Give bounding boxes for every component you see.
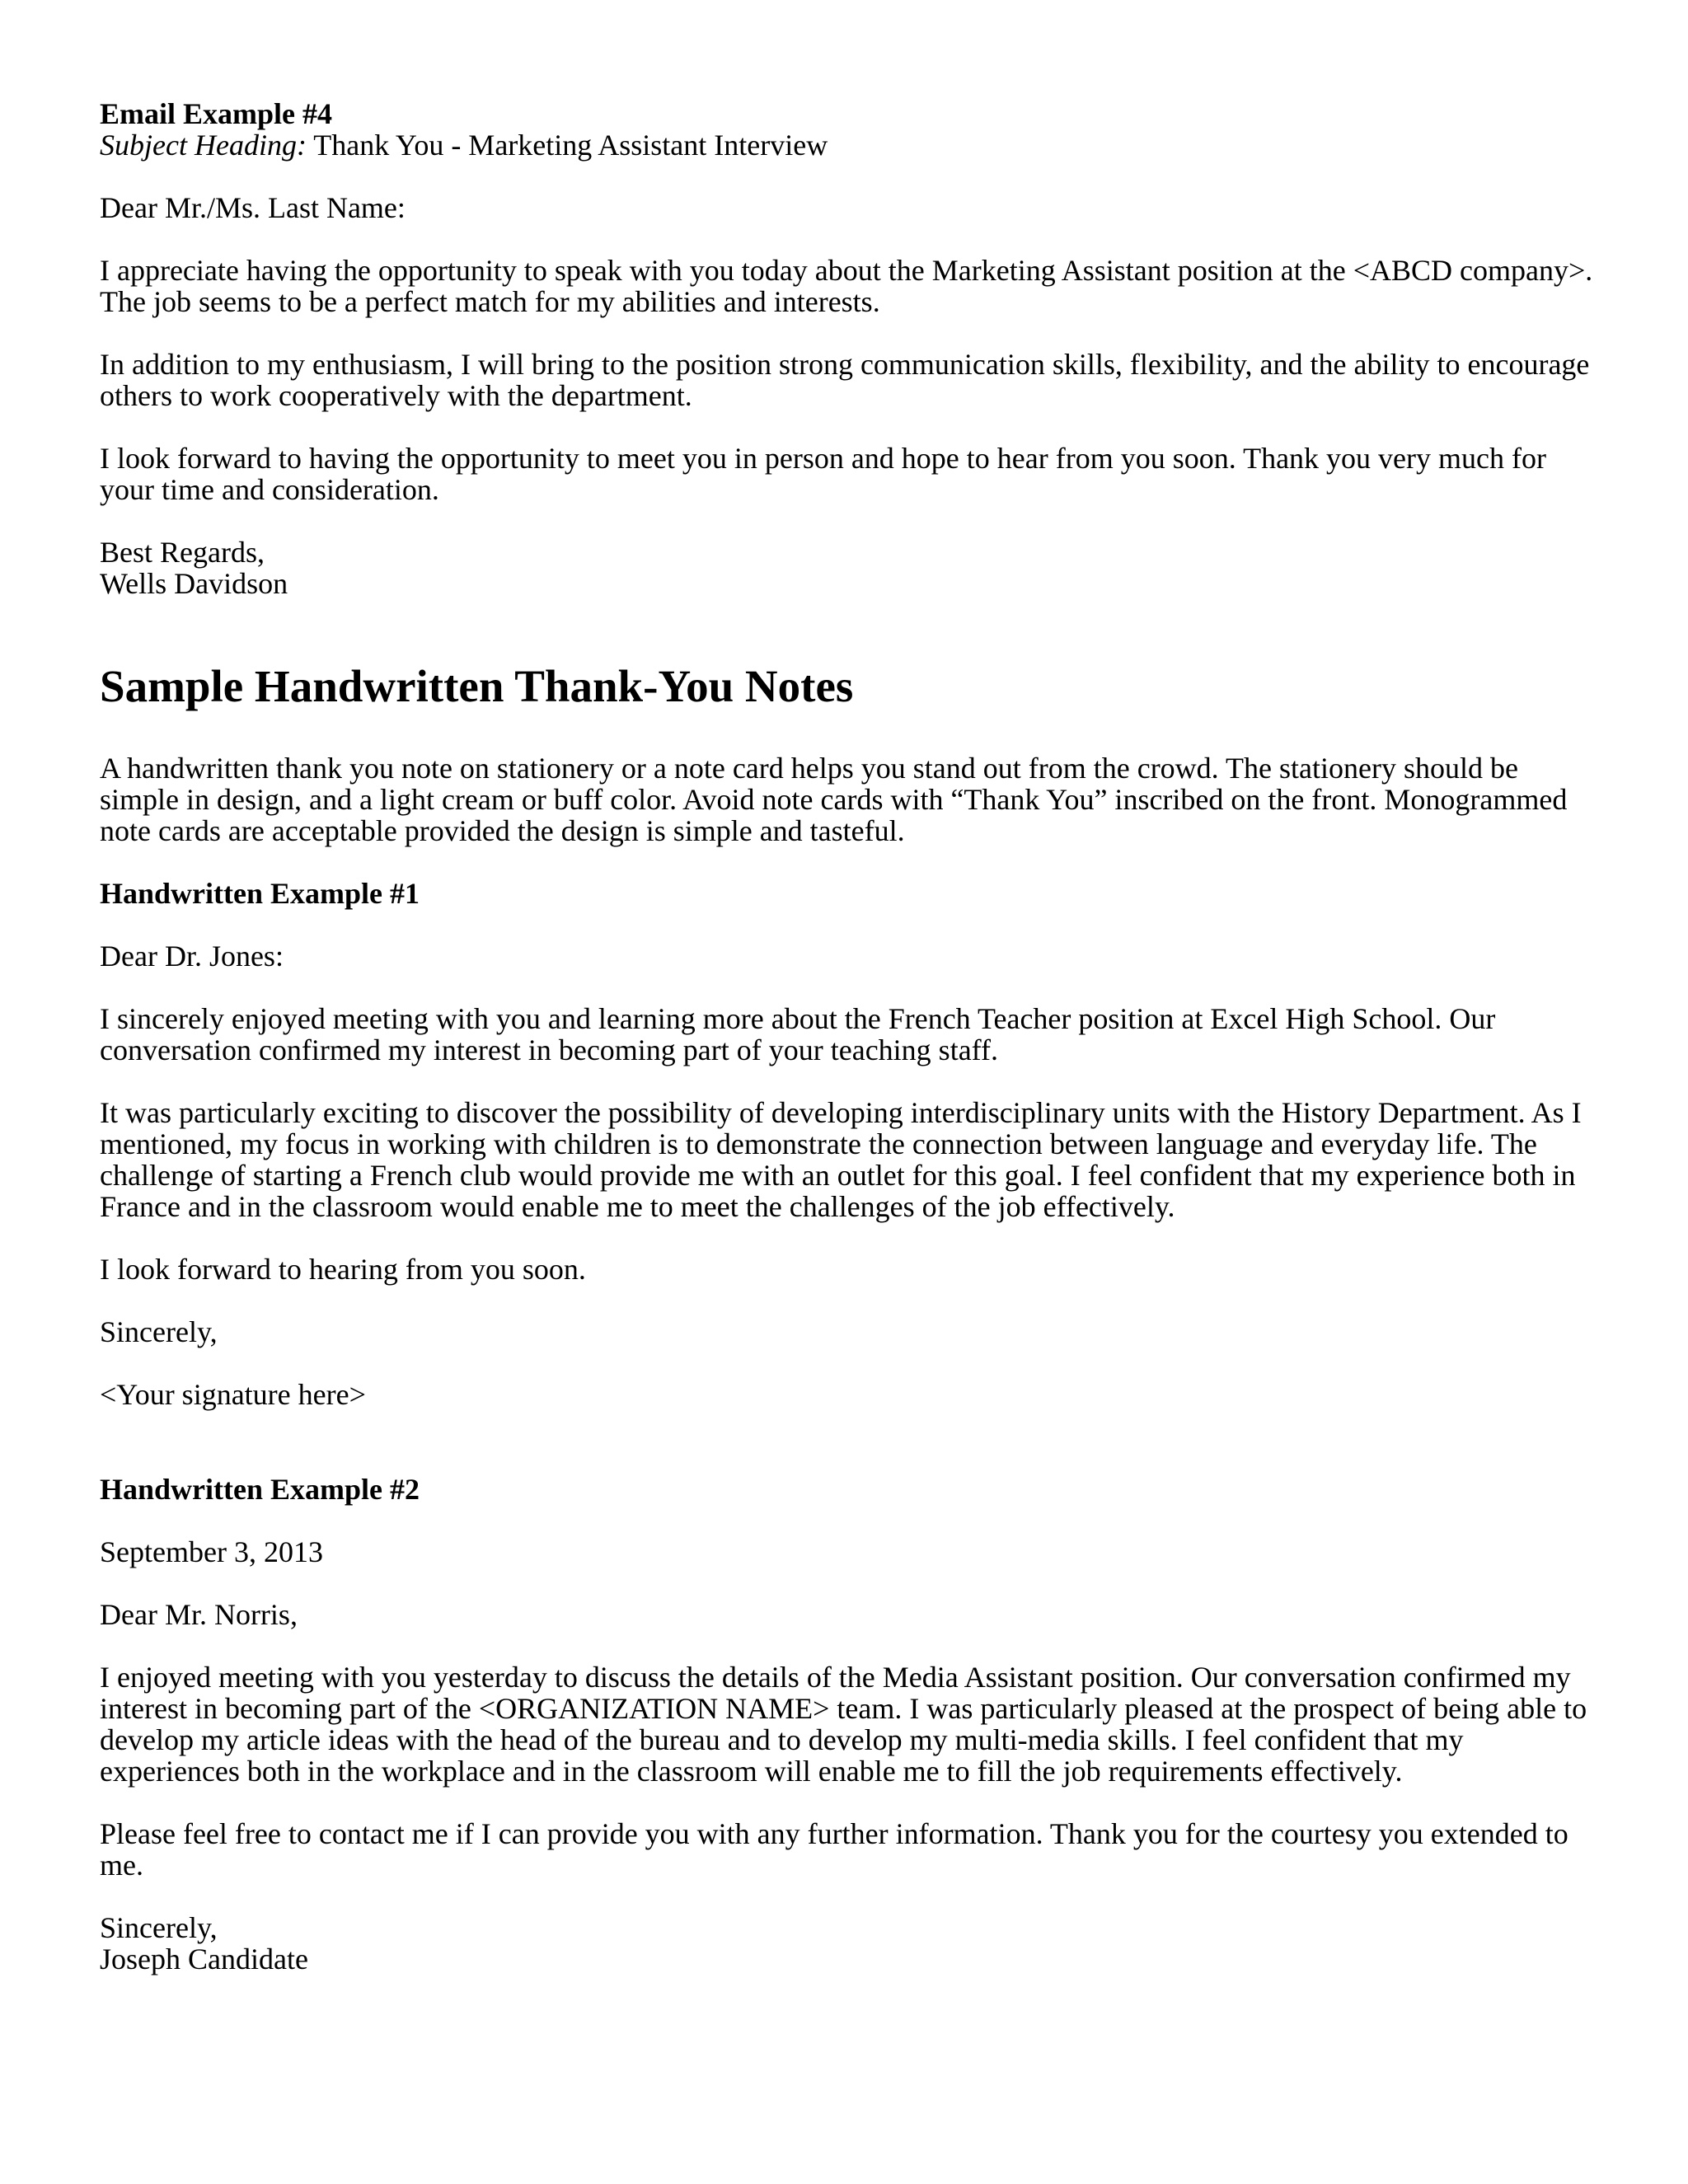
handwritten-2-paragraph: Please feel free to contact me if I can provide you with any further information. Thank you for the courtesy you extended to me. xyxy=(100,1817,1568,1882)
handwritten-1-closing: Sincerely, xyxy=(100,1315,218,1348)
handwritten-1-salutation: Dear Dr. Jones: xyxy=(100,940,284,972)
handwritten-2-salutation: Dear Mr. Norris, xyxy=(100,1598,298,1631)
subject-label: Subject Heading: xyxy=(100,129,307,162)
handwritten-2-date: September 3, 2013 xyxy=(100,1535,323,1568)
handwritten-2-paragraph: I enjoyed meeting with you yesterday to discuss the details of the Media Assistant position. Our conversation confirmed my interest in becoming part of the <ORGANIZATION NAME> team. I was particularly pleased at the prospect of being able to develop my article ideas with the head of the bureau and to develop my multi-media skills. I feel confident that my experiences both in the workplace and in the classroom will enable me to fill the job requirements effectively. xyxy=(100,1661,1587,1788)
handwritten-2-signature: Joseph Candidate xyxy=(100,1943,308,1975)
handwritten-1-paragraph: It was particularly exciting to discover the possibility of developing interdisciplinary units with the History Department. As I mentioned, my focus in working with children is to demonstrate the connection between language and everyday life. The challenge of starting a French club would provide me with an outlet for this goal. I feel confident that my experience both in France and in the classroom would enable me to meet the challenges of the job effectively. xyxy=(100,1096,1582,1223)
handwritten-1-heading: Handwritten Example #1 xyxy=(100,877,420,910)
section-intro: A handwritten thank you note on stationery or a note card helps you stand out from the crowd. The stationery should be simple in design, and a light cream or buff color. Avoid note cards with “Thank You” inscribed on the front. Monogrammed note cards are acceptable provided the design is simple and tasteful. xyxy=(100,752,1568,847)
document-content xyxy=(100,98,1596,1975)
email-paragraph: In addition to my enthusiasm, I will bring to the position strong communication skills, flexibility, and the ability to encourage others to work cooperatively with the department. xyxy=(100,348,1590,412)
handwritten-2-closing: Sincerely, xyxy=(100,1911,218,1944)
subject-text: Thank You - Marketing Assistant Interview xyxy=(306,129,828,162)
email-signature: Wells Davidson xyxy=(100,567,288,600)
handwritten-1-paragraph: I sincerely enjoyed meeting with you and learning more about the French Teacher position at Excel High School. Our conversation confirmed my interest in becoming part of your teaching staff. xyxy=(100,1002,1496,1066)
email-paragraph: I look forward to having the opportunity to meet you in person and hope to hear from you soon. Thank you very much for your time and consideration. xyxy=(100,442,1546,506)
email-example-heading: Email Example #4 xyxy=(100,97,333,130)
handwritten-1-paragraph: I look forward to hearing from you soon. xyxy=(100,1253,586,1286)
email-salutation: Dear Mr./Ms. Last Name: xyxy=(100,191,406,224)
email-subject-line xyxy=(100,129,1596,161)
handwritten-1-signature: <Your signature here> xyxy=(100,1378,366,1411)
email-paragraph: I appreciate having the opportunity to speak with you today about the Marketing Assistant position at the <ABCD company>. The job seems to be a perfect match for my abilities and interests. xyxy=(100,254,1593,318)
section-heading-wrap xyxy=(100,662,1596,711)
email-closing: Best Regards, xyxy=(100,536,265,569)
section-title: Sample Handwritten Thank-You Notes xyxy=(100,661,854,711)
handwritten-2-heading: Handwritten Example #2 xyxy=(100,1473,420,1506)
